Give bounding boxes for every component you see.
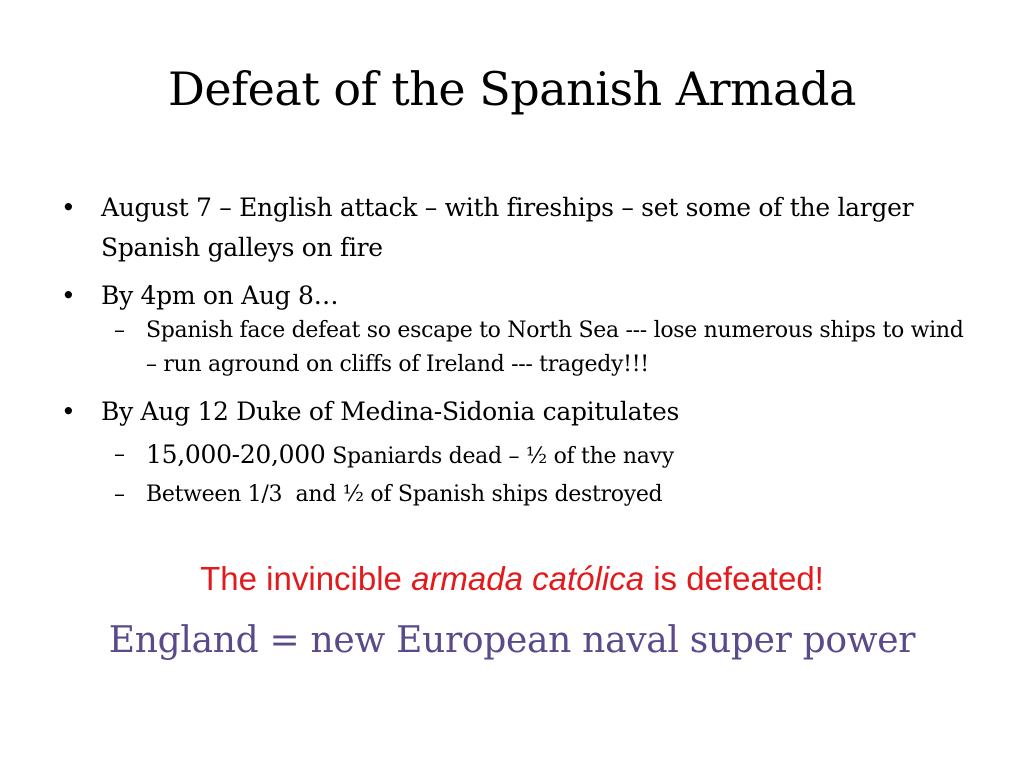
bullet-marker: • xyxy=(61,397,76,426)
bullet-text: August 7 – English attack – with fireships – set some of the larger Spanish galleys on fire xyxy=(101,193,914,262)
bullet-item-aug7 xyxy=(58,188,978,268)
bullet-text: By Aug 12 Duke of Medina-Sidonia capitulates xyxy=(101,397,679,426)
sub-bullet-text: Spaniards dead – ½ of the navy xyxy=(325,444,674,469)
slide-title: Defeat of the Spanish Armada xyxy=(168,62,856,116)
bullet-marker: • xyxy=(61,193,76,222)
defeat-statement-end: is defeated! xyxy=(644,560,824,597)
sub-bullet-item-escape xyxy=(58,314,978,382)
bullet-marker: • xyxy=(61,281,76,310)
bullet-list xyxy=(58,188,978,516)
dash-marker: – xyxy=(114,482,125,507)
bullet-text: By 4pm on Aug 8… xyxy=(101,281,339,310)
fraction-text: Between 1/3 xyxy=(146,482,283,507)
dash-marker: – xyxy=(114,442,125,467)
dash-marker: – xyxy=(114,318,125,343)
casualty-number: 15,000-20,000 xyxy=(146,440,326,469)
bullet-item-aug8 xyxy=(58,276,978,316)
sub-bullet-item-ships xyxy=(58,478,978,512)
bullet-item-aug12 xyxy=(58,392,978,432)
defeat-statement xyxy=(0,560,1024,598)
sub-bullet-item-dead xyxy=(58,438,978,474)
sub-bullet-text: Spanish face defeat so escape to North Sea --- lose numerous ships to wind – run aground on cliffs of Ireland --- tragedy!!! xyxy=(146,318,964,377)
conclusion-statement: England = new European naval super power xyxy=(108,620,916,661)
armada-name: armada católica xyxy=(411,560,645,597)
sub-bullet-text: and ½ of Spanish ships destroyed xyxy=(282,482,663,507)
defeat-statement-start: The invincible xyxy=(200,560,412,597)
